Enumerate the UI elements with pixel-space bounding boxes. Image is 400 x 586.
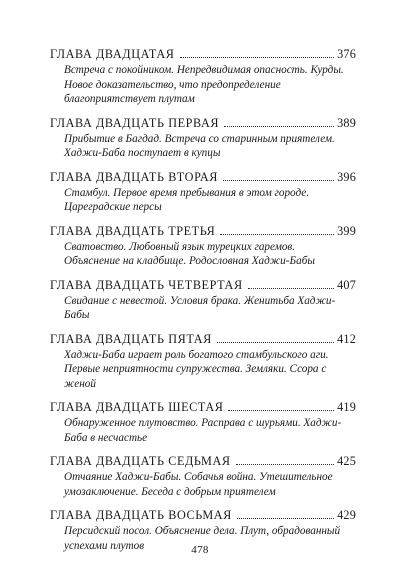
toc-entry xyxy=(50,454,356,499)
chapter-summary: Отчаяние Хаджи-Бабы. Собачья война. Утешительное умозаключение. Беседа с добрым приятелем xyxy=(64,471,333,498)
dot-leader xyxy=(217,342,334,343)
chapter-title: ГЛАВА ДВАДЦАТЬ ШЕСТАЯ xyxy=(50,400,224,414)
toc-entry-heading xyxy=(50,332,356,347)
chapter-summary: Встреча с покойником. Непредвидимая опасность. Курды. Новое доказательство, что предопределение благоприятствует плутам xyxy=(64,64,344,105)
toc-entry-heading xyxy=(50,224,356,239)
toc-entry-heading xyxy=(50,116,356,131)
toc-entry xyxy=(50,332,356,392)
dot-leader xyxy=(223,180,334,181)
chapter-title: ГЛАВА ДВАДЦАТЬ ПЕРВАЯ xyxy=(50,115,220,130)
toc-entry xyxy=(50,170,356,215)
page-number: 429 xyxy=(337,508,356,522)
page-number: 399 xyxy=(337,223,356,238)
chapter-summary: Обнаруженное плутовство. Расправа с шурьями. Хаджи-Баба в несчастье xyxy=(64,417,342,444)
toc-entry-heading xyxy=(50,170,356,185)
dot-leader xyxy=(237,518,334,519)
page-number: 425 xyxy=(337,454,356,468)
chapter-title: ГЛАВА ДВАДЦАТЬ ЧЕТВЕРТАЯ xyxy=(50,277,243,292)
chapter-summary: Стамбул. Первое время пребывания в этом городе. Цареградские персы xyxy=(64,186,310,213)
page-number: 396 xyxy=(337,169,356,184)
chapter-summary: Хаджи-Баба играет роль богатого стамбульского аги. Первые неприятности супружества. Земляки. Ссора с женой xyxy=(64,348,329,390)
chapter-summary: Персидский посол. Объяснение дела. Плут, обрадованный успехами плутов xyxy=(64,525,341,552)
dot-leader xyxy=(248,288,334,289)
chapter-summary: Свидание с невестой. Условия брака. Женитьба Хаджи-Бабы xyxy=(64,294,336,321)
dot-leader xyxy=(228,410,334,411)
chapter-title: ГЛАВА ДВАДЦАТАЯ xyxy=(50,47,175,61)
toc-entry xyxy=(50,224,356,269)
chapter-title: ГЛАВА ДВАДЦАТЬ ПЯТАЯ xyxy=(50,331,212,346)
toc-entry-heading xyxy=(50,278,356,293)
toc-entry-heading xyxy=(50,400,356,415)
table-of-contents xyxy=(50,47,356,562)
page-number: 412 xyxy=(337,331,356,346)
page-number: 407 xyxy=(337,277,356,292)
chapter-summary: Сватовство. Любовный язык турецких гаремов. Объяснение на кладбище. Родословная Хаджи-Бабы xyxy=(64,240,315,267)
toc-entry xyxy=(50,116,356,161)
dot-leader xyxy=(180,57,335,58)
dot-leader xyxy=(224,126,334,127)
chapter-title: ГЛАВА ДВАДЦАТЬ ТРЕТЬЯ xyxy=(50,223,216,238)
toc-entry-heading xyxy=(50,508,356,523)
folio-page-number: 478 xyxy=(191,544,209,556)
page-number: 389 xyxy=(337,115,356,130)
chapter-title: ГЛАВА ДВАДЦАТЬ ВТОРАЯ xyxy=(50,169,219,184)
toc-entry xyxy=(50,400,356,445)
toc-entry-heading xyxy=(50,47,356,62)
dot-leader xyxy=(236,464,335,465)
page-number: 419 xyxy=(337,400,356,414)
toc-entry xyxy=(50,278,356,323)
chapter-title: ГЛАВА ДВАДЦАТЬ СЕДЬМАЯ xyxy=(50,454,231,468)
chapter-summary: Прибытие в Багдад. Встреча со старинным приятелем. Хаджи-Баба поступает в купцы xyxy=(64,132,335,159)
dot-leader xyxy=(220,234,334,235)
toc-entry xyxy=(50,47,356,107)
page-number: 376 xyxy=(337,47,356,61)
toc-entry-heading xyxy=(50,454,356,469)
chapter-title: ГЛАВА ДВАДЦАТЬ ВОСЬМАЯ xyxy=(50,508,232,522)
